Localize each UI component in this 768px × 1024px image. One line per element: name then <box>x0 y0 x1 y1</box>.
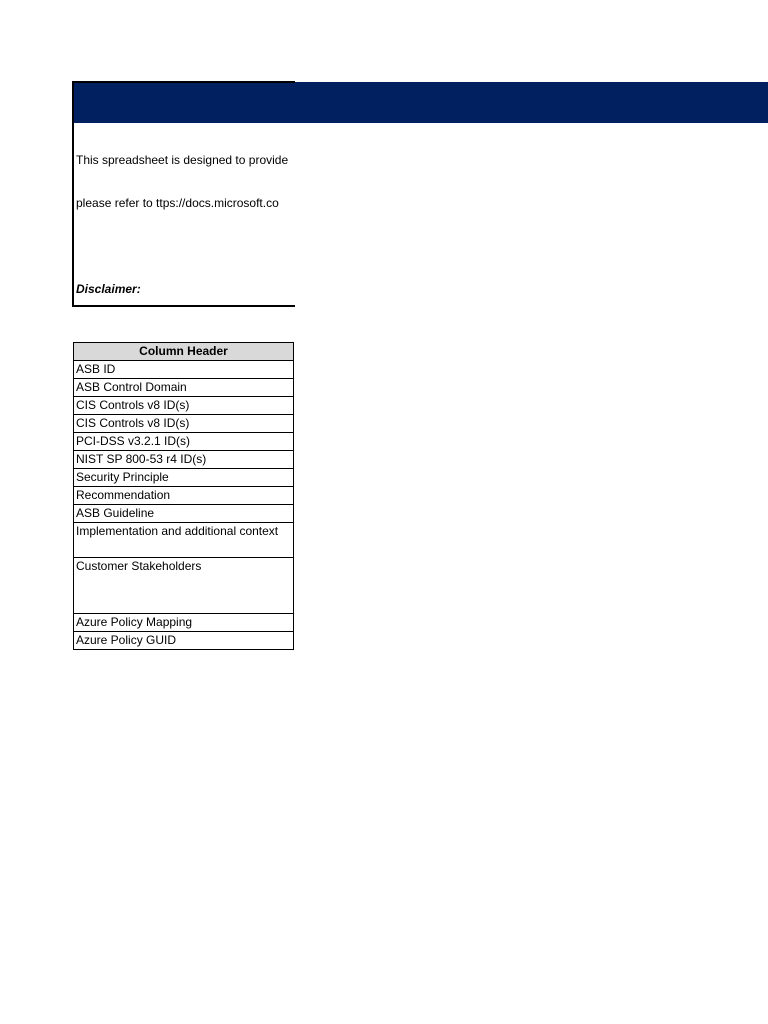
table-cell[interactable]: ASB Guideline <box>74 505 294 523</box>
table-cell[interactable]: ASB ID <box>74 361 294 379</box>
column-header-title: Column Header <box>74 343 294 361</box>
table-cell[interactable]: NIST SP 800-53 r4 ID(s) <box>74 451 294 469</box>
table-cell[interactable]: Azure Policy Mapping <box>74 614 294 632</box>
table-cell[interactable]: Recommendation <box>74 487 294 505</box>
table-cell[interactable]: Customer Stakeholders <box>74 558 294 614</box>
intro-line: please refer to ttps://docs.microsoft.co <box>76 196 279 211</box>
column-header-table <box>73 342 294 650</box>
intro-text <box>76 124 295 307</box>
table-cell[interactable]: Azure Policy GUID <box>74 632 294 650</box>
table-cell[interactable]: Security Principle <box>74 469 294 487</box>
disclaimer-title: Disclaimer: <box>76 282 141 297</box>
table-cell[interactable]: ASB Control Domain <box>74 379 294 397</box>
intro-box <box>72 81 295 307</box>
table-cell[interactable]: Implementation and additional context <box>74 523 294 558</box>
table-cell[interactable]: PCI-DSS v3.2.1 ID(s) <box>74 433 294 451</box>
table-cell[interactable]: CIS Controls v8 ID(s) <box>74 415 294 433</box>
intro-line: This spreadsheet is designed to provide <box>76 152 289 167</box>
table-cell[interactable]: CIS Controls v8 ID(s) <box>74 397 294 415</box>
